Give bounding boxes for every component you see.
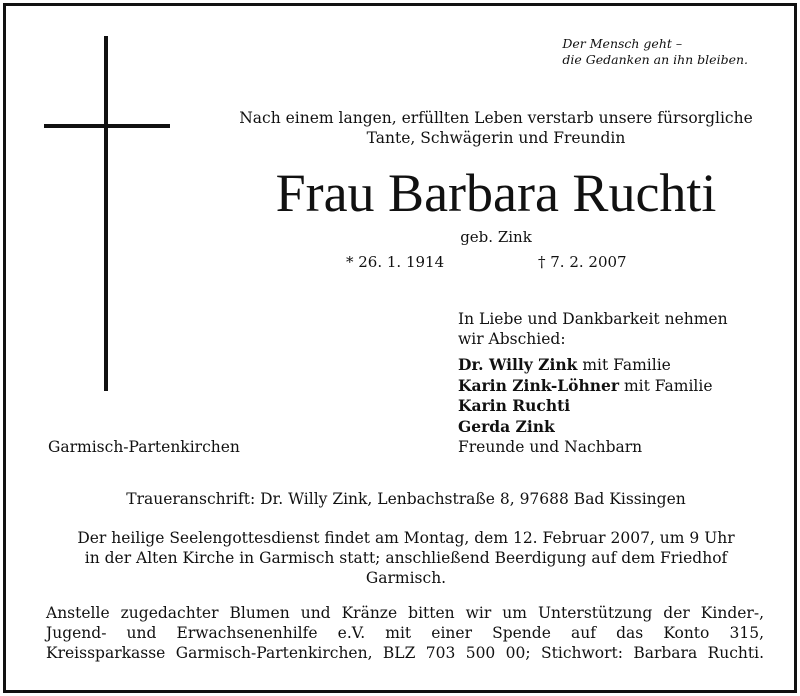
service-line: Garmisch.: [365, 569, 447, 587]
mourner-suffix: mit Familie: [577, 356, 671, 374]
mourner-entry: [458, 417, 713, 438]
mourner-entry: [458, 376, 713, 397]
service-line: in der Alten Kirche in Garmisch statt; anschließend Beerdigung auf dem Friedhof: [84, 549, 728, 567]
mourner-name: Gerda Zink: [458, 416, 555, 436]
mourner-suffix: mit Familie: [619, 376, 713, 395]
cross-icon-bar: [44, 124, 170, 128]
maiden-name: geb. Zink: [460, 228, 532, 246]
mourner-entry: [458, 437, 713, 458]
farewell-line: wir Abschied:: [458, 330, 566, 348]
mourner-name: Dr. Willy Zink: [458, 355, 578, 374]
motto-line: die Gedanken an ihn bleiben.: [562, 52, 748, 67]
mourners-list: [458, 355, 713, 458]
death-date: † 7. 2. 2007: [538, 253, 627, 271]
deceased-name: Frau Barbara Ruchti: [275, 163, 717, 223]
request-line: Jugend- und Erwachsenenhilfe e.V. mit einer Spende auf das Konto 315,: [46, 624, 764, 642]
motto-line: Der Mensch geht –: [562, 36, 683, 51]
mourner-name: Karin Zink-Löhner: [458, 375, 620, 395]
mourner-suffix: Freunde und Nachbarn: [458, 438, 643, 456]
farewell-text: [458, 309, 728, 349]
obituary-notice: [3, 3, 797, 693]
intro-text: [186, 108, 800, 148]
donation-request: [46, 603, 764, 663]
mourning-address: Traueranschrift: Dr. Willy Zink, Lenbachstraße 8, 97688 Bad Kissingen: [126, 490, 686, 508]
birth-date: * 26. 1. 1914: [346, 253, 445, 271]
cross-icon: [104, 36, 108, 391]
mourner-entry: [458, 355, 713, 376]
intro-line: Nach einem langen, erfüllten Leben verstarb unsere fürsorgliche: [239, 109, 753, 127]
intro-line: Tante, Schwägerin und Freundin: [366, 129, 626, 147]
mourner-entry: [458, 396, 713, 417]
farewell-line: In Liebe und Dankbarkeit nehmen: [458, 310, 728, 328]
place-name: Garmisch-Partenkirchen: [48, 438, 240, 456]
request-line: Kreissparkasse Garmisch-Partenkirchen, BLZ 703 500 00; Stichwort: Barbara Ruchti.: [46, 644, 764, 662]
service-info: [46, 528, 766, 588]
service-line: Der heilige Seelengottesdienst findet am Montag, dem 12. Februar 2007, um 9 Uhr: [77, 529, 735, 547]
request-line: Anstelle zugedachter Blumen und Kränze bitten wir um Unterstützung der Kinder-,: [46, 604, 764, 622]
mourner-name: Karin Ruchti: [458, 396, 571, 415]
motto-quote: [562, 36, 748, 68]
